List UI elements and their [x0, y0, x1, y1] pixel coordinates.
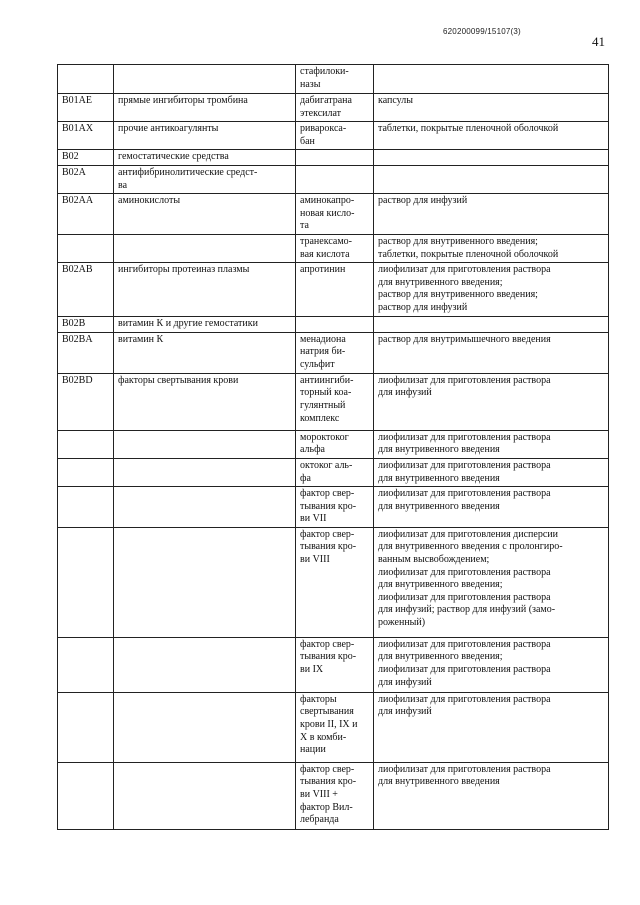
- group-cell: [114, 332, 296, 373]
- drug-name-cell: [296, 637, 374, 692]
- dosage-form-cell-text: лиофилизат для приготовления раствора для инфузий: [378, 693, 551, 718]
- dosage-form-cell: [374, 458, 609, 486]
- group-cell: [114, 637, 296, 692]
- table-row: [58, 165, 609, 193]
- group-cell: [114, 430, 296, 458]
- atc-code-cell: [58, 430, 114, 458]
- dosage-form-cell: [374, 317, 609, 333]
- drug-name-cell: [296, 263, 374, 317]
- table-row: [58, 122, 609, 150]
- atc-code-cell: [58, 637, 114, 692]
- group-cell: [114, 94, 296, 122]
- drug-name-cell: [296, 194, 374, 235]
- group-cell-text: аминокислоты: [118, 195, 181, 207]
- table-row: [58, 637, 609, 692]
- dosage-form-cell-text: лиофилизат для приготовления раствора для внутривенного введения: [378, 431, 551, 456]
- table-row: [58, 317, 609, 333]
- dosage-form-cell: [374, 430, 609, 458]
- drug-name-cell-text: транексамо- вая кислота: [300, 235, 352, 260]
- atc-code-cell: [58, 458, 114, 486]
- drug-name-cell: [296, 165, 374, 193]
- dosage-form-cell: [374, 332, 609, 373]
- drug-name-cell-text: фактор свер- тывания кро- ви VIII + фактор Вил- лебранда: [300, 763, 357, 826]
- group-cell: [114, 165, 296, 193]
- dosage-form-cell-text: лиофилизат для приготовления раствора для внутривенного введения: [378, 488, 551, 512]
- page-number: 41: [592, 34, 605, 49]
- dosage-form-cell-text: лиофилизат для приготовления раствора для инфузий: [378, 374, 551, 399]
- group-cell: [114, 487, 296, 528]
- group-cell-text: витамин К и другие гемостатики: [118, 318, 258, 330]
- table-row: [58, 234, 609, 262]
- group-cell: [114, 373, 296, 430]
- dosage-form-cell-text: раствор для внутривенного введения; таблетки, покрытые пленочной оболочкой: [378, 235, 559, 260]
- group-cell: [114, 692, 296, 762]
- dosage-form-cell: [374, 692, 609, 762]
- dosage-form-cell-text: капсулы: [378, 95, 413, 106]
- dosage-form-cell-text: раствор для инфузий: [378, 195, 468, 207]
- table-row: [58, 332, 609, 373]
- drug-name-cell: [296, 65, 374, 94]
- dosage-form-cell: [374, 194, 609, 235]
- table-row: [58, 458, 609, 486]
- drug-name-cell: [296, 430, 374, 458]
- atc-code-cell: [58, 317, 114, 333]
- drug-name-cell: [296, 94, 374, 122]
- group-cell: [114, 527, 296, 637]
- drug-name-cell-text: стафилоки- назы: [300, 66, 349, 90]
- group-cell: [114, 317, 296, 333]
- atc-code-cell: [58, 692, 114, 762]
- table-row: [58, 150, 609, 166]
- drug-name-cell-text: менадиона натрия би- сульфит: [300, 333, 346, 370]
- atc-code-cell-text: B02BD: [62, 374, 93, 386]
- atc-code-cell: [58, 150, 114, 166]
- dosage-form-cell: [374, 165, 609, 193]
- dosage-form-cell: [374, 487, 609, 528]
- table-row: [58, 762, 609, 829]
- dosage-form-cell-text: раствор для внутримышечного введения: [378, 333, 551, 345]
- drug-name-cell: [296, 332, 374, 373]
- drug-name-cell: [296, 487, 374, 528]
- atc-code-cell: [58, 373, 114, 430]
- atc-code-cell-text: B01AX: [62, 123, 94, 135]
- dosage-form-cell-text: лиофилизат для приготовления раствора для внутривенного введения; раствор для внутривенного введения; раствор для инфузий: [378, 264, 551, 313]
- atc-code-cell-text: B02: [62, 151, 79, 163]
- atc-code-cell: [58, 194, 114, 235]
- group-cell: [114, 762, 296, 829]
- atc-code-cell: [58, 527, 114, 637]
- drug-name-cell: [296, 692, 374, 762]
- atc-code-cell-text: B02AA: [62, 195, 94, 207]
- atc-code-cell: [58, 165, 114, 193]
- atc-code-cell-text: B01AE: [62, 95, 92, 106]
- table-body: [58, 65, 609, 830]
- group-cell-text: витамин К: [118, 333, 164, 345]
- dosage-form-cell: [374, 234, 609, 262]
- drug-name-cell-text: октоког аль- фа: [300, 459, 353, 484]
- dosage-form-cell: [374, 373, 609, 430]
- drug-name-cell-text: антиингиби- торный коа- гулянтный комплекс: [300, 374, 354, 424]
- drug-name-cell-text: апротинин: [300, 264, 346, 276]
- group-cell-text: прочие антикоагулянты: [118, 123, 219, 135]
- drug-name-cell-text: фактор свер- тывания кро- ви VIII: [300, 528, 357, 566]
- dosage-form-cell: [374, 527, 609, 637]
- drug-name-cell: [296, 527, 374, 637]
- drug-name-cell: [296, 122, 374, 150]
- group-cell: [114, 458, 296, 486]
- atc-code-cell: [58, 94, 114, 122]
- drug-name-cell-text: фактор свер- тывания кро- ви VII: [300, 488, 357, 525]
- table-row: [58, 263, 609, 317]
- table-row: [58, 94, 609, 122]
- dosage-form-cell-text: лиофилизат для приготовления дисперсии для внутривенного введения с пролонгиро- ванным высвобождением; лиофилизат для приготовления раствора для внутривенного введения; лиофилизат для приготовления раствора для инфузий; раствор для инфузий (замо- роженный): [378, 528, 563, 629]
- atc-code-cell-text: B02BA: [62, 333, 93, 345]
- drug-name-cell: [296, 317, 374, 333]
- drug-classification-table: [57, 64, 609, 830]
- dosage-form-cell: [374, 150, 609, 166]
- atc-code-cell: [58, 65, 114, 94]
- drug-name-cell-text: факторы свертывания крови II, IX и X в комби- нации: [300, 693, 358, 756]
- atc-code-cell: [58, 332, 114, 373]
- atc-code-cell-text: B02A: [62, 166, 86, 178]
- atc-code-cell: [58, 762, 114, 829]
- table-row: [58, 487, 609, 528]
- table-row: [58, 373, 609, 430]
- table-row: [58, 65, 609, 94]
- atc-code-cell: [58, 263, 114, 317]
- drug-name-cell-text: дабигатрана этексилат: [300, 95, 352, 119]
- atc-code-cell-text: B02B: [62, 318, 86, 330]
- table-row: [58, 527, 609, 637]
- dosage-form-cell: [374, 637, 609, 692]
- drug-name-cell-text: аминокапро- новая кисло- та: [300, 195, 355, 232]
- group-cell-text: антифибринолитические средст- ва: [118, 166, 258, 191]
- dosage-form-cell: [374, 122, 609, 150]
- dosage-form-cell: [374, 263, 609, 317]
- drug-name-cell-text: мороктоког альфа: [300, 431, 349, 456]
- drug-name-cell: [296, 373, 374, 430]
- dosage-form-cell-text: лиофилизат для приготовления раствора для внутривенного введения: [378, 763, 551, 788]
- dosage-form-cell: [374, 762, 609, 829]
- document-id: 620200099/15107(3): [443, 27, 521, 36]
- group-cell: [114, 150, 296, 166]
- atc-code-cell: [58, 122, 114, 150]
- drug-name-cell: [296, 458, 374, 486]
- drug-name-cell-text: ривароксa- бан: [300, 123, 347, 147]
- group-cell: [114, 234, 296, 262]
- group-cell: [114, 194, 296, 235]
- table-row: [58, 430, 609, 458]
- group-cell: [114, 122, 296, 150]
- group-cell: [114, 65, 296, 94]
- dosage-form-cell-text: лиофилизат для приготовления раствора для внутривенного введения: [378, 459, 551, 484]
- dosage-form-cell-text: таблетки, покрытые пленочной оболочкой: [378, 123, 559, 135]
- drug-name-cell: [296, 762, 374, 829]
- group-cell: [114, 263, 296, 317]
- group-cell-text: ингибиторы протеиназ плазмы: [118, 264, 250, 276]
- dosage-form-cell-text: лиофилизат для приготовления раствора для внутривенного введения; лиофилизат для приготовления раствора для инфузий: [378, 638, 551, 688]
- drug-name-cell-text: фактор свер- тывания кро- ви IX: [300, 638, 357, 676]
- group-cell-text: гемостатические средства: [118, 151, 229, 163]
- atc-code-cell: [58, 234, 114, 262]
- atc-code-cell-text: B02AB: [62, 264, 93, 276]
- drug-name-cell: [296, 150, 374, 166]
- group-cell-text: прямые ингибиторы тромбина: [118, 95, 248, 106]
- dosage-form-cell: [374, 65, 609, 94]
- atc-code-cell: [58, 487, 114, 528]
- table-row: [58, 692, 609, 762]
- table-row: [58, 194, 609, 235]
- drug-name-cell: [296, 234, 374, 262]
- group-cell-text: факторы свертывания крови: [118, 374, 239, 386]
- dosage-form-cell: [374, 94, 609, 122]
